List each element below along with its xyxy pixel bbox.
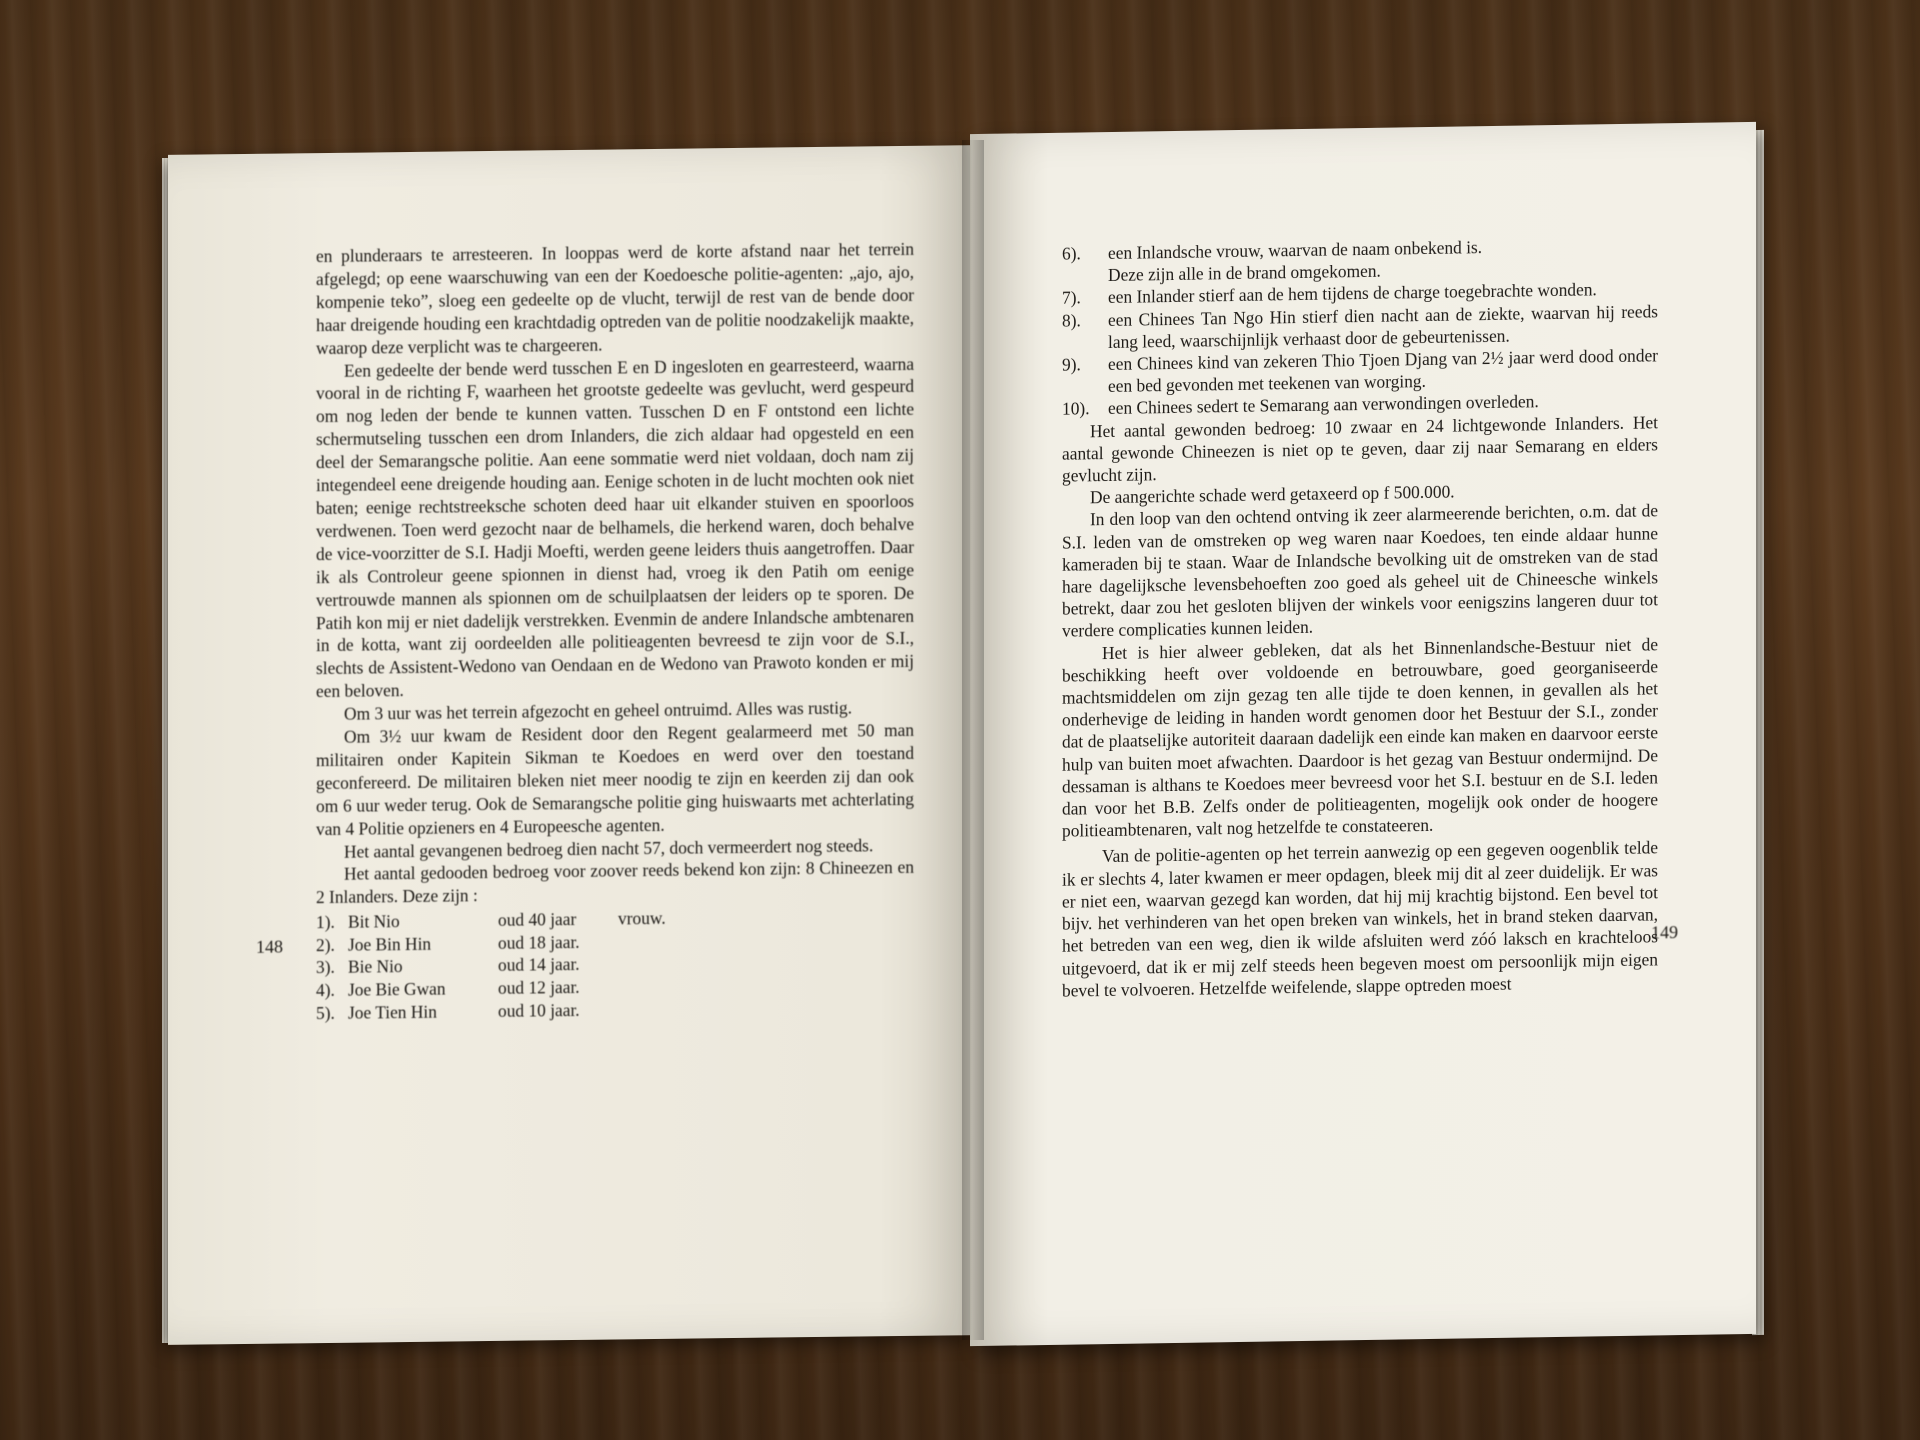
item-number: [1062, 264, 1108, 287]
victim-age: oud 40 jaar: [498, 909, 577, 931]
paragraph: De aangerichte schade werd getaxeerd op f 500.000.: [1090, 481, 1455, 508]
victim-note: [618, 975, 698, 999]
page-number: 148: [256, 936, 283, 957]
item-text: een Inlander stierf aan de hem tijdens de charge toegebrachte wonden.: [1108, 279, 1597, 308]
item-number: 7).: [1062, 287, 1081, 309]
left-page: [168, 145, 976, 1345]
victim-name: Bit Nio: [348, 911, 400, 933]
item-number: 6).: [1062, 243, 1081, 264]
paragraph: Het aantal gewonden bedroeg: 10 zwaar en 24 lichtgewonde Inlanders. Het aantal gewonde Chineezen is niet op te geven, daar zij naar Semarang en elders gevlucht zijn.: [1062, 411, 1658, 486]
item-number: 10).: [1062, 398, 1090, 420]
paragraph: Van de politie-agenten op het terrein aanwezig op een gegeven oogenblik telde ik er slechts 4, later kwamen er meer opdagen, bleek mij dit al zeer duidelijk. Er was er niet een, waarvan gezegd kan worden, dat hij mij krachtig bijstond. Een bevel tot bijv. het verhinderen van het open breken van winkels, het in brand steken daarvan, het betreden van een weg, dien ik wilde afsluiten werd zóó laksch en krachteloos uitgevoerd, dat ik er mij zelf steeds heen begeven moest om persoonlijk mijn eigen bevel te volvoeren. Hetzelfde weifelende, slappe optreden moest: [1062, 837, 1658, 1001]
item-number: 5).: [316, 1002, 335, 1023]
paragraph: Om 3 uur was het terrein afgezocht en geheel ontruimd. Alles was rustig.: [344, 697, 853, 724]
item-text: Deze zijn alle in de brand omgekomen.: [1108, 260, 1381, 286]
paragraph: Het aantal gedooden bedroeg voor zoover reeds bekend kon zijn: 8 Chineezen en 2 Inlanders. Deze zijn :: [316, 857, 914, 908]
book-gutter: [962, 140, 984, 1340]
item-text: een Inlandsche vrouw, waarvan de naam onbekend is.: [1108, 237, 1483, 264]
item-number: 8).: [1062, 310, 1081, 331]
page-number: 149: [1651, 922, 1678, 943]
paragraph: Het is hier alweer gebleken, dat als het Binnenlandsche-Bestuur niet de beschikking heeft over voldoende en betrouwbare, goed georganiseerde machtsmiddelen om zijn gezag ten alle tijde te doen kennen, in gevallen als het onderhevige de leiding in handen wordt genomen door het Bestuur der S.I., zonder dat de plaatselijke autoriteit daaraan dadelijk een einde kan maken en daarvoor eerste hulp van buiten moet afwachten. Daardoor is het gezag van Bestuur ondermijnd. De dessaman is althans te Koedoes meer bevreesd voor het S.I. bestuur en de S.I. leden dan voor het B.B. Zelfs onder de politieagenten, mogelijk ook onder de hoogere politieambtenaren, valt nog hetzelfde te constateeren.: [1062, 634, 1658, 842]
victim-note: [618, 952, 698, 976]
victim-name: Joe Tien Hin: [348, 1001, 437, 1023]
item-number: 9).: [1062, 354, 1081, 375]
item-text: een Chinees kind van zekeren Thio Tjoen Djang van 2½ jaar werd dood onder een bed gevonden met teekenen van worging.: [1108, 345, 1658, 397]
victim-name: Bie Nio: [348, 956, 403, 978]
paragraph: Om 3½ uur kwam de Resident door den Regent gealarmeerd met 50 man militairen onder Kapitein Sikman te Koedoes en werd over den toestand geconfereerd. De militairen bleken niet meer noodig te zijn en keerden zij dan ook om 6 uur weder terug. Ook de Semarangsche politie ging huiswaarts met achterlating van 4 Politie opzieners en 4 Europeesche agenten.: [316, 719, 914, 839]
left-page-text: [316, 238, 914, 1025]
item-number: 2).: [316, 934, 335, 956]
item-number: 1).: [316, 912, 335, 933]
victim-name: Joe Bie Gwan: [348, 978, 446, 1000]
victim-note: vrouw.: [618, 908, 666, 929]
right-page-text: [1062, 233, 1658, 1001]
item-number: 4).: [316, 979, 335, 1001]
casualty-list: [1062, 233, 1658, 420]
paragraph: Een gedeelte der bende werd tusschen E en D ingesloten en gearresteerd, waarna vooral in de richting F, waarheen het grootste gedeelte was gevlucht, werd gespeurd om nog leden der bende te kunnen vatten. Tusschen D en F ontstond een lichte schermutseling tusschen een drom Inlanders, die zich aldaar had opgesteld en een deel der Semarangsche politie. Aan eene sommatie werd niet voldaan, doch nam zij integendeel eene dreigende houding aan. Eenige schoten in de lucht mochten ook niet baten; eenige rechtstreeksche schoten deed haar uit elkander stuiven en spoorloos verdwenen. Toen werd gezocht naar de belhamels, die herkend waren, doch behalve de vice-voorzitter de S.I. Hadji Moefti, werden geene leiders thuis aangetroffen. Daar ik als Controleur geene spionnen in dienst had, vroeg ik den Patih om eenige vertrouwde mannen als spionnen om de schuilplaatsen der leiders op te sporen. De Patih kon mij er niet dadelijk verstrekken. Evenmin de andere Inlandsche ambtenaren in de kotta, want zij oordeelden alle politieagenten bevreesd te zijn voor de S.I., slechts de Assistent-Wedono van Oendaan en de Wedono van Prawoto konden er mij een beloven.: [316, 353, 914, 702]
victim-age: oud 10 jaar.: [498, 999, 580, 1021]
item-text: een Chinees sedert te Semarang aan verwondingen overleden.: [1108, 391, 1539, 419]
victim-name: Joe Bin Hin: [348, 933, 432, 955]
victim-note: [618, 929, 698, 953]
victims-list: [316, 904, 914, 1024]
paragraph: en plunderaars te arresteeren. In looppas werd de korte afstand naar het terrein afgelegd; op eene waarschuwing van een der Koedoesche politie-agenten: „ajo, ajo, kompenie teko”, sloeg een gedeelte op de vlucht, terwijl de rest van de bende door haar dreigende houding een krachtdadig optreden van de politie noodzakelijk maakte, waarop deze verplicht was te chargeeren.: [316, 238, 914, 358]
victim-age: oud 12 jaar.: [498, 976, 580, 998]
victim-note: [618, 997, 698, 1021]
victim-age: oud 14 jaar.: [498, 954, 580, 976]
victim-age: oud 18 jaar.: [498, 931, 580, 953]
right-page: [970, 122, 1756, 1346]
item-number: 3).: [316, 957, 335, 978]
paragraph: Het aantal gevangenen bedroeg dien nacht 57, doch vermeerdert nog steeds.: [344, 834, 874, 862]
item-text: een Chinees Tan Ngo Hin stierf dien nacht aan de ziekte, waarvan hij reeds lang leed, waarschijnlijk verhaast door de gebeurtenissen.: [1108, 300, 1658, 352]
paragraph: In den loop van den ochtend ontving ik zeer alarmeerende berichten, o.m. dat de S.I. leden van de omstreken op weg waren naar Koedoes, ten einde aldaar hunne kameraden bij te staan. Waar de Inlandsche bevolking uit de omstreken van de stad hare dagelijksche levensbehoeften zoo goed als geheel uit de Chineesche winkels betrekt, daar zou het gesloten blijven der winkels voor eenigszins langeren duur tot verdere complicaties kunnen leiden.: [1062, 500, 1658, 642]
